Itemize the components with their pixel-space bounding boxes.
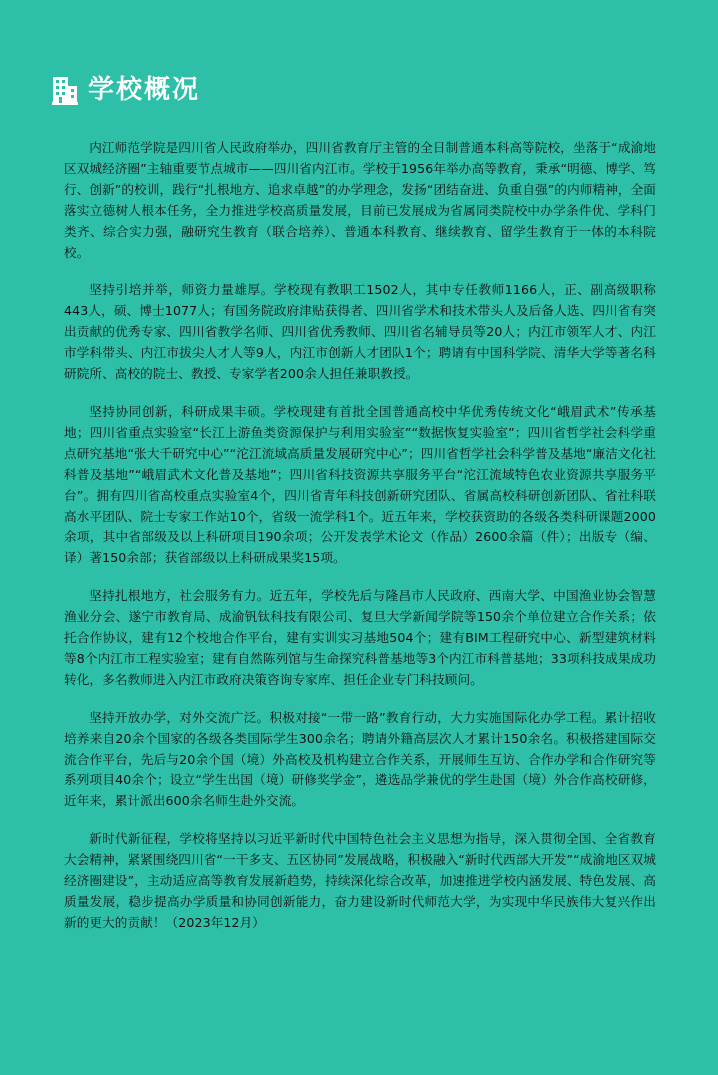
paragraph-international: 坚持开放办学，对外交流广泛。积极对接“一带一路”教育行动，大力实施国际化办学工程。累计招收培养来自20余个国家的各级各类国际学生300余名；聘请外籍高层次人才累计150余名。积极搭建国际交流合作平台，先后与20余个国（境）外高校及机构建立合作关系，开展师生互访、合作办学和合作研究等系列项目40余个；设立“学生出国（境）研修奖学金”，遴选品学兼优的学生赴国（境）外合作高校研修，近年来，累计派出600余名师生赴外交流。 — [64, 709, 656, 809]
page-header — [52, 74, 200, 106]
paragraph-research: 坚持协同创新，科研成果丰硕。学校现建有首批全国普通高校中华优秀传统文化“峨眉武术”传承基地；四川省重点实验室“长江上游鱼类资源保护与利用实验室”“数据恢复实验室”；四川省哲学社会科学重点研究基地“张大千研究中心”“沱江流域高质量发展研究中心”；四川省哲学社会科学普及基地“廉洁文化社科普及基地”“峨眉武术文化普及基地”；四川省科技资源共享服务平台“沱江流域特色农业资源共享服务平台”。拥有四川省高校重点实验室4个，四川省青年科技创新研究团队、省属高校科研创新团队、省社科联高水平团队、院士专家工作站10个，省级一流学科1个。近五年来，学校获资助的各级各类科研课题2000余项，其中省部级及以上科研项目190余项；公开发表学术论文（作品）2600余篇（件）；出版专（编、译）著150余部；获省部级以上科研成果奖15项。 — [64, 403, 656, 566]
page-title: 学校概况 — [88, 75, 201, 105]
paragraph-outlook: 新时代新征程，学校将坚持以习近平新时代中国特色社会主义思想为指导，深入贯彻全国、全省教育大会精神，紧紧围绕四川省“一干多支、五区协同”发展战略，积极融入“新时代西部大开发”“成渝地区双城经济圈建设”，主动适应高等教育发展新趋势，持续深化综合改革，加速推进学校内涵发展、特色发展、高质量发展，稳步提高办学质量和协同创新能力，奋力建设新时代师范大学，为实现中华民族伟大复兴作出新的更大的贡献！（2023年12月） — [64, 831, 656, 930]
paragraph-faculty: 坚持引培并举，师资力量雄厚。学校现有教职工1502人，其中专任教师1166人，正、副高级职称443人，硕、博士1077人；有国务院政府津贴获得者、四川省学术和技术带头人及后备人选、四川省有突出贡献的优秀专家、四川省教学名师、四川省优秀教师、四川省名辅导员等20人；内江市领军人才、内江市学科带头、内江市拔尖人才人等9人，内江市创新人才团队1个；聘请有中国科学院、清华大学等著名科研院所、高校的院士、教授、专家学者200余人担任兼职教授。 — [64, 282, 656, 382]
overview-body — [64, 138, 656, 951]
paragraph-social-service: 坚持扎根地方，社会服务有力。近五年，学校先后与隆昌市人民政府、西南大学、中国渔业协会智慧渔业分会、遂宁市教育局、成渝钒钛科技有限公司、复旦大学新闻学院等150余个单位建立合作关系；依托合作协议，建有12个校地合作平台，建有实训实习基地504个；建有BIM工程研究中心、新型建筑材料等8个内江市工程实验室；建有自然陈列馆与生命探究科普基地等3个内江市科普基地；33项科技成果成功转化，多名教师进入内江市政府决策咨询专家库、担任企业专门科技顾问。 — [64, 588, 656, 687]
building-icon — [52, 75, 78, 105]
paragraph-introduction: 内江师范学院是四川省人民政府举办，四川省教育厅主管的全日制普通本科高等院校，坐落于“成渝地区双城经济圈”主轴重要节点城市——四川省内江市。学校于1956年举办高等教育，秉承“明德、博学、笃行、创新”的校训，践行“扎根地方、追求卓越”的办学理念，发扬“团结奋进、负重自强”的内师精神，全面落实立德树人根本任务，全力推进学校高质量发展，目前已发展成为省属同类院校中办学条件优、学科门类齐、综合实力强，融研究生教育（联合培养）、普通本科教育、继续教育、留学生教育于一体的本科院校。 — [64, 140, 656, 260]
